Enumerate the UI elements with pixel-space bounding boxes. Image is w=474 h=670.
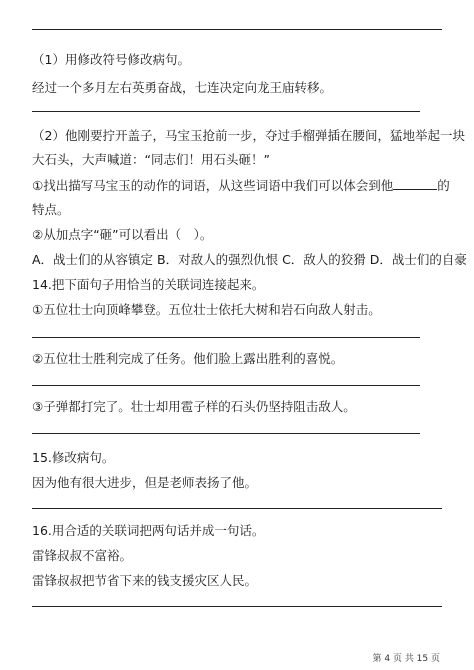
q15-title: 15.修改病句。 xyxy=(32,450,115,465)
answer-line xyxy=(32,606,442,607)
q16-s2: 雷锋叔叔把节省下来的钱支援灾区人民。 xyxy=(32,573,258,588)
answer-line xyxy=(32,29,442,30)
fill-blank[interactable] xyxy=(393,177,437,190)
q14-s3: ③子弹都打完了。壮士却用雹子样的石头仍坚持阻击敌人。 xyxy=(32,399,356,414)
q13-sub1-line2: 特点。 xyxy=(32,202,70,217)
q13-sub1-text: ①找出描写马宝玉的动作的词语，从这些词语中我们可以体会到他 xyxy=(32,178,394,193)
answer-line xyxy=(32,433,420,434)
q13-part1-sentence: 经过一个多月左右英勇奋战，七连决定向龙王庙转移。 xyxy=(32,80,333,95)
q13-sub1-line1 xyxy=(32,177,450,194)
q14-title: 14.把下面句子用恰当的关联词连接起来。 xyxy=(32,277,265,292)
q16-title: 16.用合适的关联词把两句话并成一句话。 xyxy=(32,523,265,538)
q13-part1-title: （1）用修改符号修改病句。 xyxy=(32,52,190,67)
q15-sentence: 因为他有很大进步，但是老师表扬了他。 xyxy=(32,475,258,490)
answer-line xyxy=(32,385,420,386)
answer-line xyxy=(32,508,442,509)
answer-line xyxy=(32,111,420,112)
q13-sub2: ②从加点字“砸”可以看出（ ）。 xyxy=(32,227,213,242)
q13-part2-line1: （2）他刚要拧开盖子，马宝玉抢前一步，夺过手榴弹插在腰间，猛地举起一块 xyxy=(32,128,465,143)
q14-s2: ②五位壮士胜利完成了任务。他们脸上露出胜利的喜悦。 xyxy=(32,351,344,366)
q14-s1: ①五位壮士向顶峰攀登。五位壮士依托大树和岩石向敌人射击。 xyxy=(32,302,381,317)
q13-sub1-tail: 的 xyxy=(437,178,450,193)
q13-options: A．战士们的从容镇定 B．对敌人的强烈仇恨 C．敌人的狡猾 D．战士们的自豪 xyxy=(32,252,467,267)
q13-part2-line2: 大石头，大声喊道：“同志们！用石头砸！” xyxy=(32,152,270,167)
page-footer: 第 4 页 共 15 页 xyxy=(372,654,440,664)
answer-line xyxy=(32,337,420,338)
q16-s1: 雷锋叔叔不富裕。 xyxy=(32,548,133,563)
